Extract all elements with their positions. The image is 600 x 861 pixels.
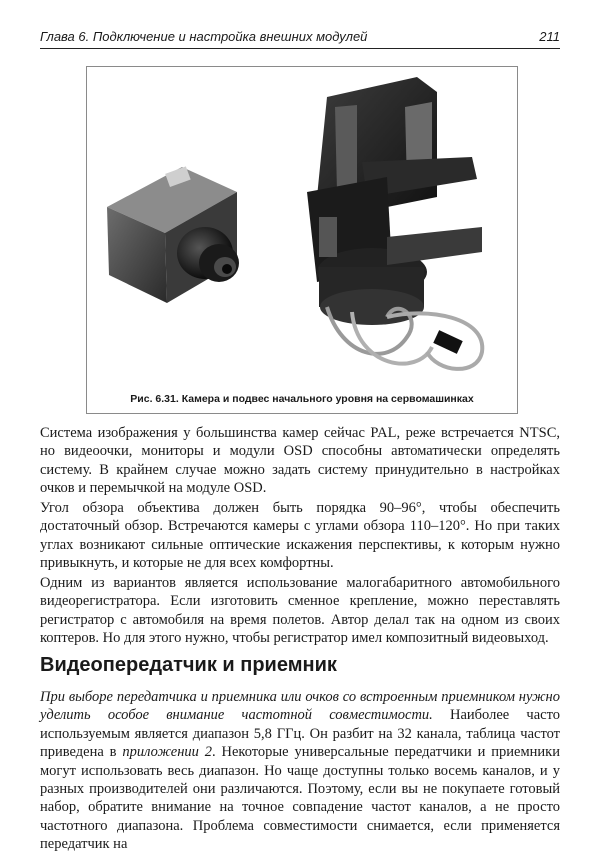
paragraph-dashcam: Одним из вариантов является использование малогабаритного автомобильного видеорегистратора. Если изготовить сменное крепление, можно переставлять регистратор с автомобиля на время полетов. Автор делал так на одном из своих коптеров. Но для этого нужно, чтобы регистратор имел композитный видеовыход. xyxy=(40,575,560,647)
camera-and-gimbal-photo xyxy=(87,67,517,387)
paragraph-text-part1: Наиболее часто используемым является диапазон 5,8 ГГц. Он разбит на 32 канала, таблица частот приведена в xyxy=(40,707,560,761)
paragraph-transmitter-receiver xyxy=(40,688,560,854)
paragraph-view-angle: Угол обзора объектива должен быть порядка 90–96°, чтобы обеспечить достаточный обзор. Встречаются камеры с углами обзора 110–120°. Но при таких углах возникают сильные оптические искажения перспективы, к которым нужно привыкнуть, и которые не для всех комфортны. xyxy=(40,500,560,572)
chapter-title: Глава 6. Подключение и настройка внешних модулей xyxy=(40,29,368,44)
servo-gimbal-drawing xyxy=(307,77,482,369)
camera-module-drawing xyxy=(107,166,239,303)
running-header xyxy=(40,24,560,49)
figure-6-31 xyxy=(86,66,518,414)
paragraph-video-system: Система изображения у большинства камер сейчас PAL, реже встречается NTSC, но видеоочки, мониторы и модули OSD способны автоматически определять систему. В крайнем случае можно задать систему принудительно в настройках очков и перемычкой на модуле OSD. xyxy=(40,425,560,497)
italic-lead: При выборе передатчика и приемника или очков со встроенным приемником нужно уделить особое внимание частотной совместимости. xyxy=(40,689,560,724)
page-number: 211 xyxy=(539,29,560,44)
figure-caption: Рис. 6.31. Камера и подвес начального уровня на сервомашинках xyxy=(130,393,474,405)
appendix-reference: приложении 2 xyxy=(122,744,213,761)
section-heading: Видеопередатчик и приемник xyxy=(40,654,337,676)
paragraph-text-part2: . Некоторые универсальные передатчики и приемники могут использовать весь диапазон. Но чаще доступны только восемь каналов, и у разных производителей они различаются. Поэтому, если вы не покупаете готовый набор, обратите внимание на точное совпадение частот каналов, а не просто частотного диапазона. Проблема совместимости снимается, если применяется передатчик на xyxy=(40,744,560,853)
